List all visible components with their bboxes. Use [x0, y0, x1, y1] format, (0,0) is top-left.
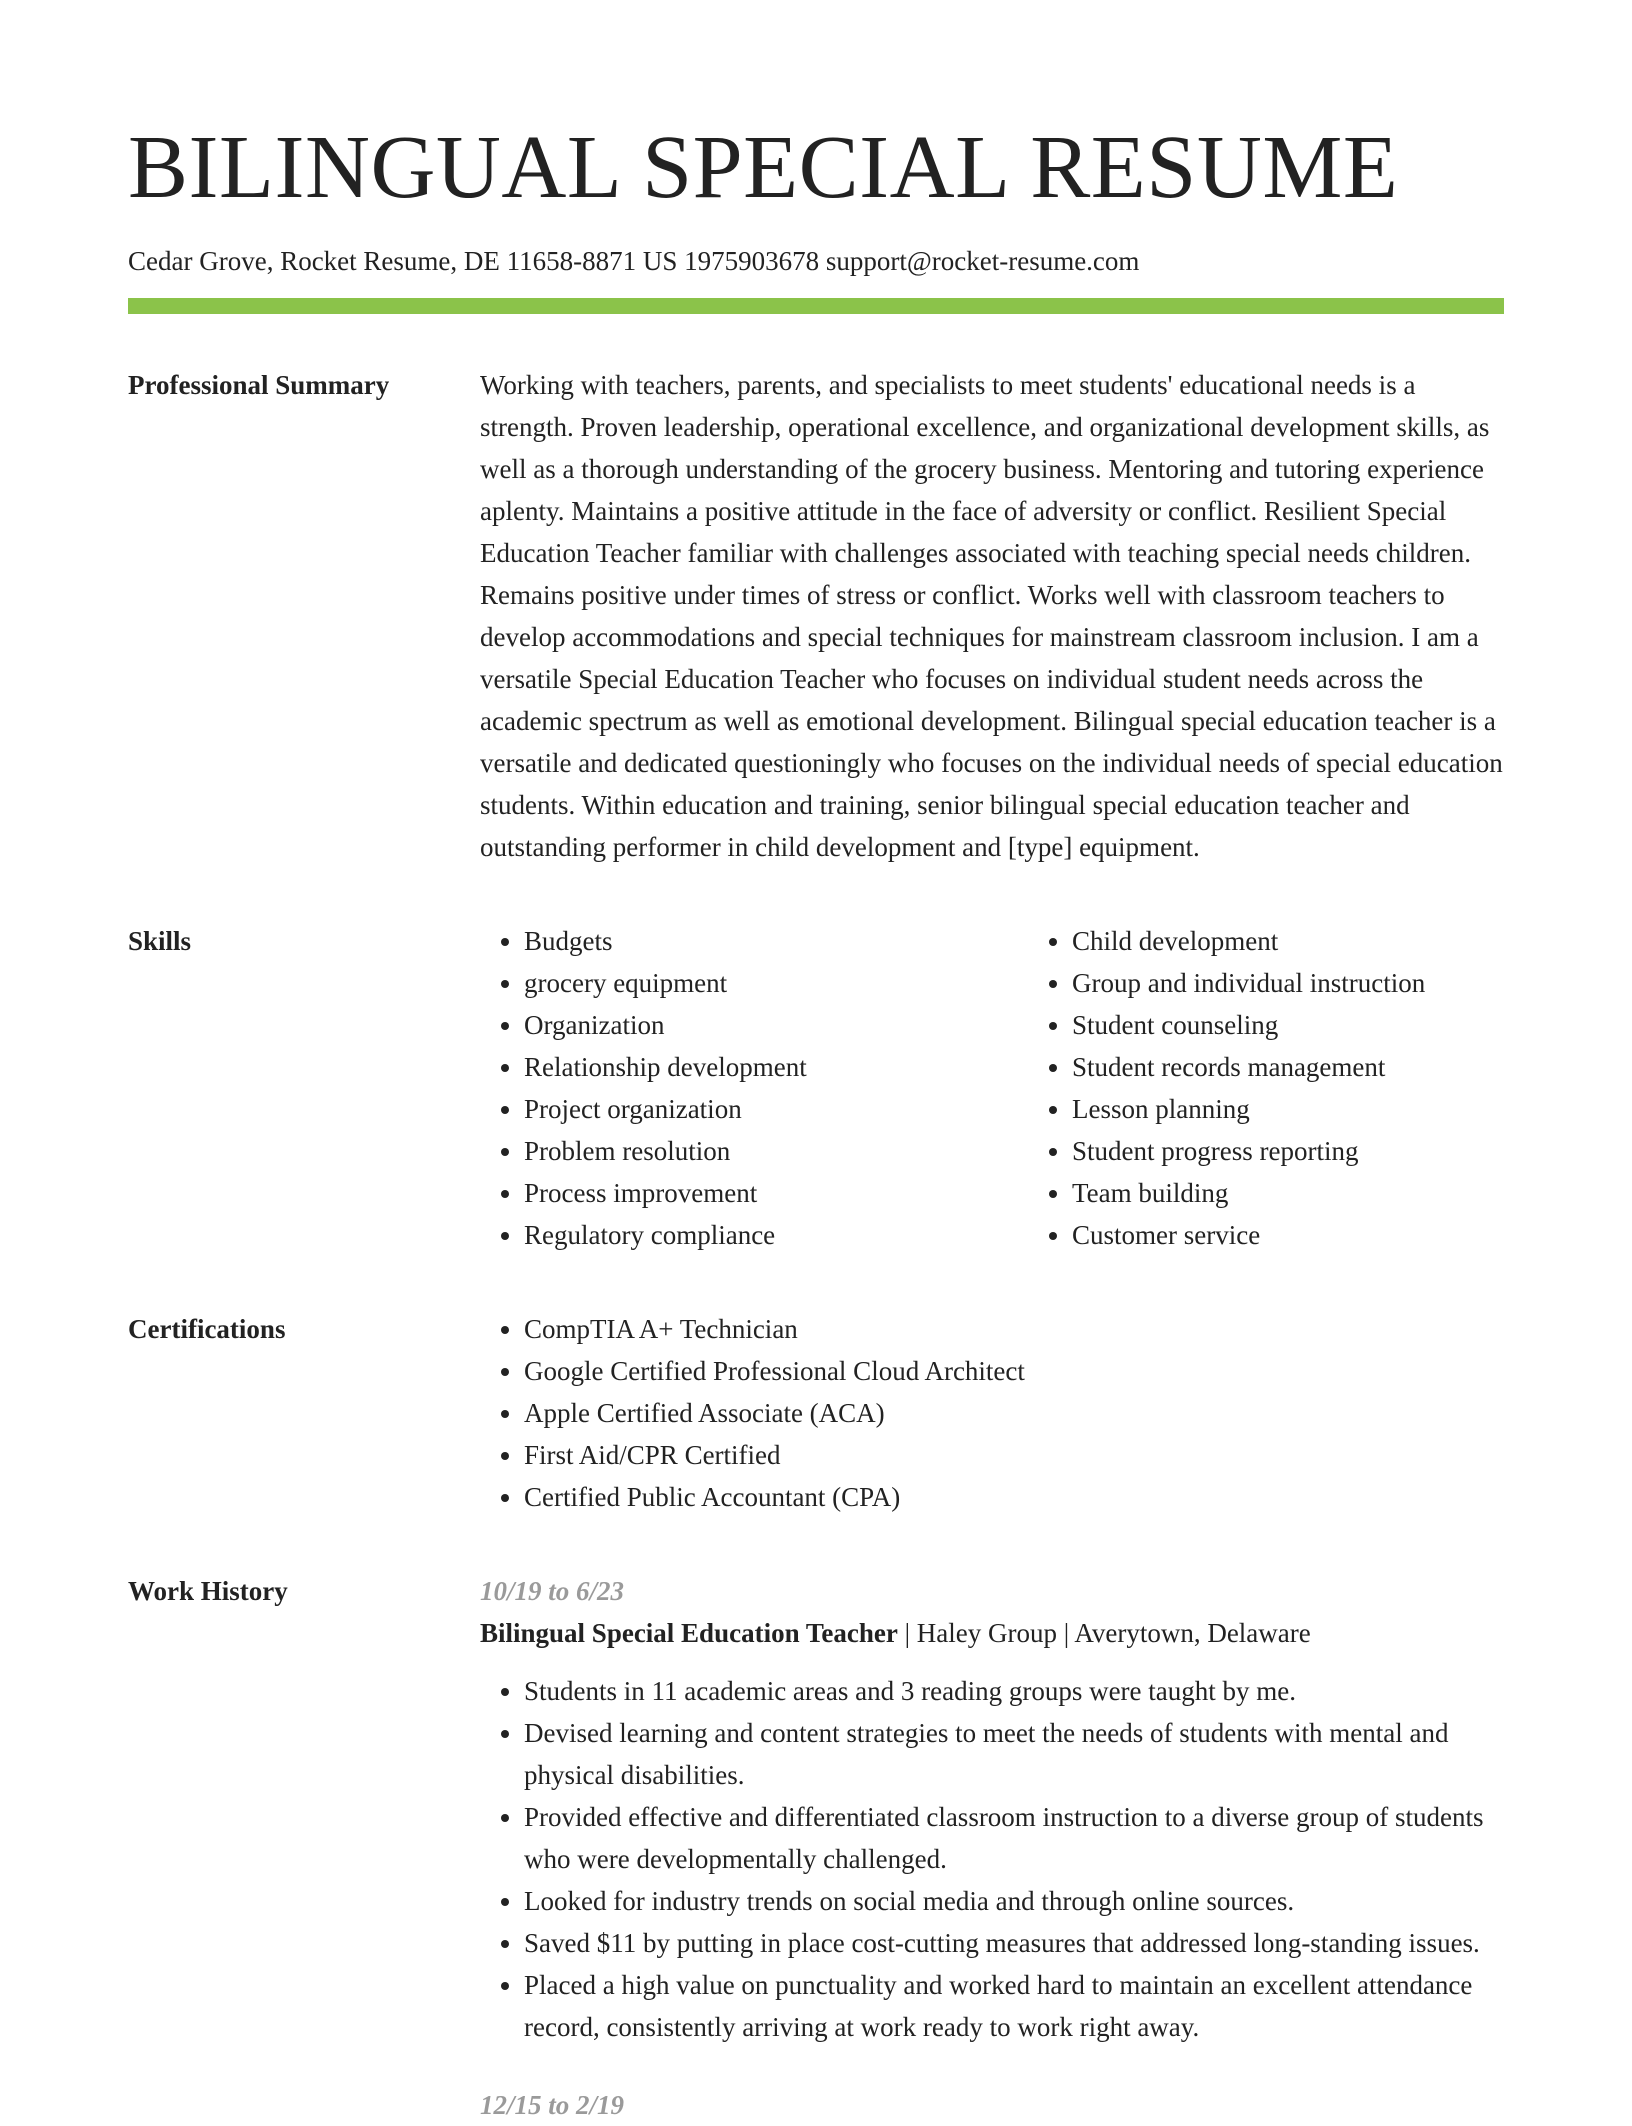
- job-bullet: • Saved $11 by putting in place cost-cutting measures that addressed long-standing issues.: [524, 1922, 1504, 1964]
- resume-page: [128, 0, 1504, 2126]
- certification-item: • CompTIA A+ Technician: [524, 1308, 1504, 1350]
- job-bullet: • Looked for industry trends on social media and through online sources.: [524, 1880, 1504, 1922]
- skills-label: Skills: [128, 926, 192, 956]
- job-role: Bilingual Special Education Teacher: [480, 1618, 898, 1648]
- work-history-section: [128, 1570, 1504, 2126]
- job-dates: 10/19 to 6/23: [480, 1576, 625, 1606]
- job-bullets: [480, 1670, 1504, 2048]
- skill-item: • Child development: [1072, 920, 1576, 962]
- skill-item: • Project organization: [524, 1088, 1028, 1130]
- certification-item: • Apple Certified Associate (ACA): [524, 1392, 1504, 1434]
- skill-item: • Problem resolution: [524, 1130, 1028, 1172]
- skill-item: • Student counseling: [1072, 1004, 1576, 1046]
- summary-section: [128, 364, 1504, 868]
- job-entry: [480, 2084, 1504, 2126]
- job-details: | Haley Group | Averytown, Delaware: [897, 1618, 1311, 1648]
- job-bullet: • Students in 11 academic areas and 3 reading groups were taught by me.: [524, 1670, 1504, 1712]
- summary-text: Working with teachers, parents, and specialists to meet students' educational needs is a strength. Proven leadership, operational excellence, and organizational development skills, as well as a thorough understanding of the grocery business. Mentoring and tutoring experience aplenty. Maintains a positive attitude in the face of adversity or conflict. Resilient Special Education Teacher familiar with challenges associated with teaching special needs children. Remains positive under times of stress or conflict. Works well with classroom teachers to develop accommodations and special techniques for mainstream classroom inclusion. I am a versatile Special Education Teacher who focuses on individual student needs across the academic spectrum as well as emotional development. Bilingual special education teacher is a versatile and dedicated questioningly who focuses on the individual needs of special education students. Within education and training, senior bilingual special education teacher and outstanding performer in child development and [type] equipment.: [480, 370, 1503, 862]
- skill-item: • Lesson planning: [1072, 1088, 1576, 1130]
- contact-line: Cedar Grove, Rocket Resume, DE 11658-8871 US 1975903678 support@rocket-resume.com: [128, 246, 1140, 276]
- certification-item: • Google Certified Professional Cloud Architect: [524, 1350, 1504, 1392]
- skill-item: • Customer service: [1072, 1214, 1576, 1256]
- skill-item: • Regulatory compliance: [524, 1214, 1028, 1256]
- job-bullet: • Devised learning and content strategies to meet the needs of students with mental and physical disabilities.: [524, 1712, 1504, 1796]
- skill-item: • Process improvement: [524, 1172, 1028, 1214]
- skills-list-right: [1028, 920, 1576, 1256]
- skill-item: • grocery equipment: [524, 962, 1028, 1004]
- skill-item: • Student progress reporting: [1072, 1130, 1576, 1172]
- certifications-label: Certifications: [128, 1314, 286, 1344]
- skill-item: • Organization: [524, 1004, 1028, 1046]
- job-entry: [480, 1570, 1504, 2048]
- skill-item: • Team building: [1072, 1172, 1576, 1214]
- skill-item: • Student records management: [1072, 1046, 1576, 1088]
- certification-item: • First Aid/CPR Certified: [524, 1434, 1504, 1476]
- job-dates: 12/15 to 2/19: [480, 2090, 625, 2120]
- work-history-label: Work History: [128, 1576, 288, 1606]
- certifications-section: [128, 1308, 1504, 1518]
- skill-item: • Group and individual instruction: [1072, 962, 1576, 1004]
- summary-label: Professional Summary: [128, 370, 390, 400]
- job-bullet: • Provided effective and differentiated classroom instruction to a diverse group of students who were developmentally challenged.: [524, 1796, 1504, 1880]
- skills-section: [128, 920, 1504, 1256]
- resume-title: BILINGUAL SPECIAL RESUME: [128, 118, 1399, 217]
- job-bullet: • Placed a high value on punctuality and worked hard to maintain an excellent attendance record, consistently arriving at work ready to work right away.: [524, 1964, 1504, 2048]
- skills-list-left: [480, 920, 1028, 1256]
- accent-divider: [128, 298, 1504, 314]
- certifications-list: [480, 1308, 1504, 1518]
- job-heading: [480, 1612, 1504, 1654]
- certification-item: • Certified Public Accountant (CPA): [524, 1476, 1504, 1518]
- skill-item: • Budgets: [524, 920, 1028, 962]
- skill-item: • Relationship development: [524, 1046, 1028, 1088]
